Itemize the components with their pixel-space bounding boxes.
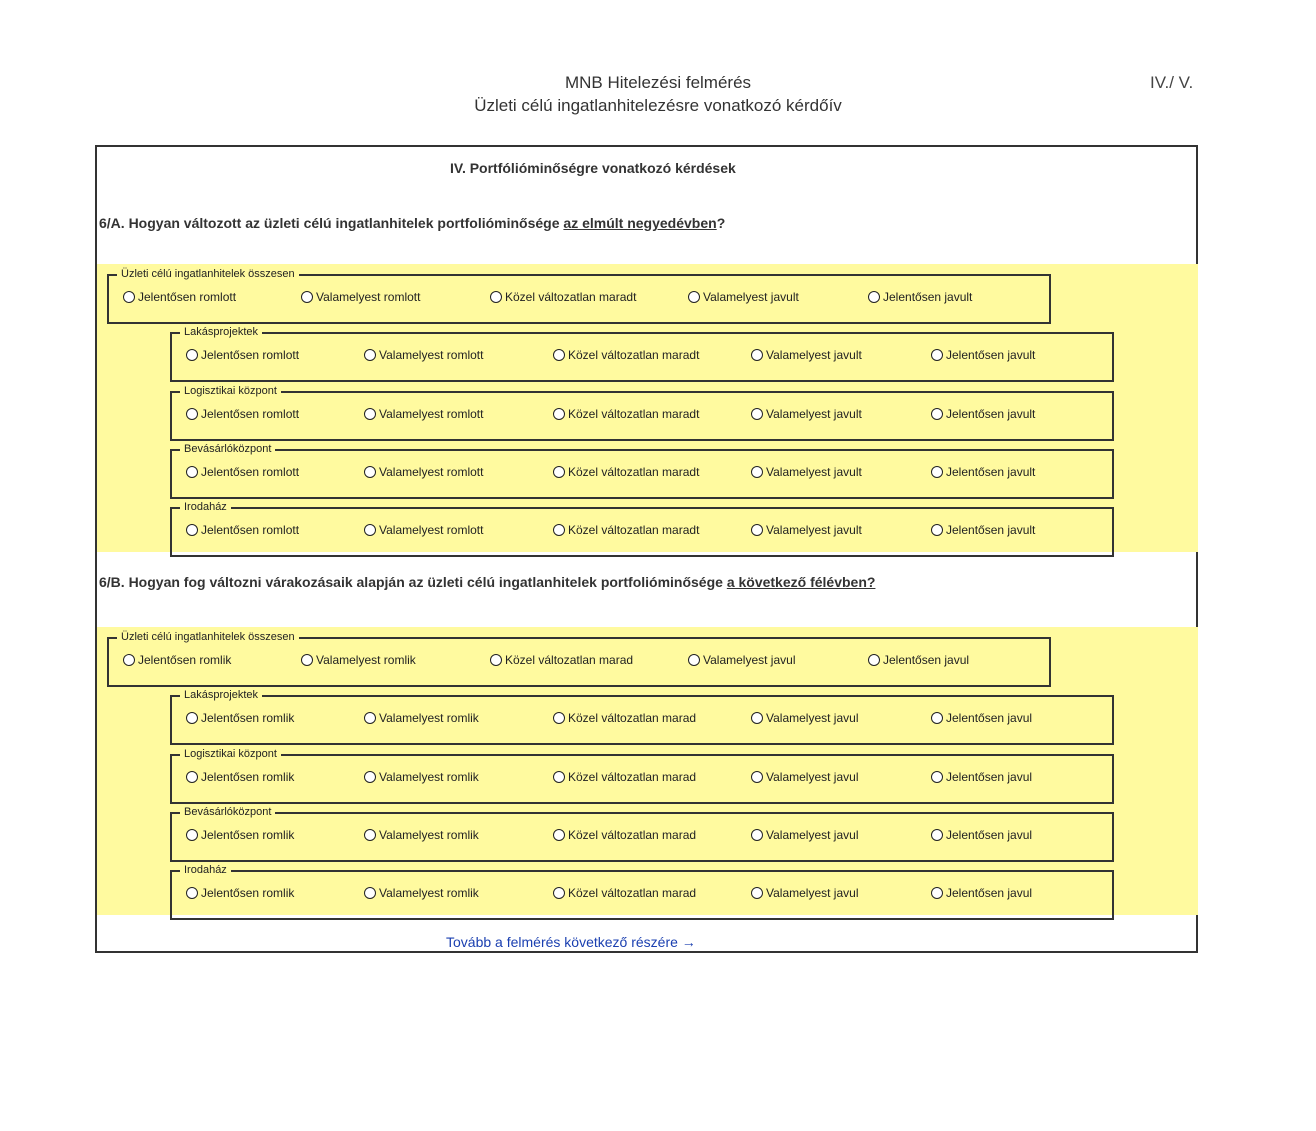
question-6b-period: a következő félévben? <box>726 574 876 590</box>
radio-icon[interactable] <box>553 466 565 478</box>
question-6b-text: 6/B. Hogyan fog változni várakozásaik alapján az üzleti célú ingatlanhitelek portfolióminősége <box>99 574 727 590</box>
radio-icon[interactable] <box>123 291 135 303</box>
option-significant-worsen[interactable]: Jelentősen romlott <box>186 523 299 537</box>
option-slight-worsen[interactable]: Valamelyest romlik <box>364 711 479 725</box>
option-unchanged[interactable]: Közel változatlan maradt <box>553 348 699 362</box>
radio-icon[interactable] <box>931 524 943 536</box>
group-6b-shopping <box>170 806 1114 862</box>
option-significant-improve[interactable]: Jelentősen javult <box>868 290 972 304</box>
page-indicator: IV./ V. <box>1150 73 1194 92</box>
group-title: Irodaház <box>180 863 231 877</box>
question-6b <box>99 574 875 590</box>
option-significant-improve[interactable]: Jelentősen javul <box>868 653 969 667</box>
radio-icon[interactable] <box>186 524 198 536</box>
radio-icon[interactable] <box>751 408 763 420</box>
radio-icon[interactable] <box>364 887 376 899</box>
option-significant-worsen[interactable]: Jelentősen romlott <box>186 407 299 421</box>
option-slight-worsen[interactable]: Valamelyest romlik <box>364 886 479 900</box>
option-slight-worsen[interactable]: Valamelyest romlott <box>364 348 483 362</box>
group-6b-housing <box>170 689 1114 745</box>
radio-icon[interactable] <box>364 466 376 478</box>
group-title: Üzleti célú ingatlanhitelek összesen <box>117 267 299 281</box>
radio-icon[interactable] <box>553 349 565 361</box>
radio-icon[interactable] <box>751 887 763 899</box>
option-slight-improve[interactable]: Valamelyest javul <box>751 828 858 842</box>
group-title: Lakásprojektek <box>180 325 262 339</box>
option-significant-worsen[interactable]: Jelentősen romlik <box>123 653 231 667</box>
option-unchanged[interactable]: Közel változatlan marad <box>490 653 633 667</box>
survey-header <box>0 71 1316 117</box>
radio-icon[interactable] <box>186 771 198 783</box>
radio-icon[interactable] <box>751 466 763 478</box>
question-6a-suffix: ? <box>716 215 726 231</box>
survey-subtitle: Üzleti célú ingatlanhitelezésre vonatkozó kérdőív <box>474 96 842 115</box>
radio-icon[interactable] <box>931 712 943 724</box>
option-significant-worsen[interactable]: Jelentősen romlik <box>186 828 294 842</box>
radio-icon[interactable] <box>186 712 198 724</box>
group-6a-housing <box>170 326 1114 382</box>
radio-icon[interactable] <box>931 349 943 361</box>
radio-icon[interactable] <box>751 712 763 724</box>
option-slight-worsen[interactable]: Valamelyest romlott <box>364 523 483 537</box>
option-significant-improve[interactable]: Jelentősen javult <box>931 465 1035 479</box>
group-6a-shopping <box>170 443 1114 499</box>
question-6a-period: az elmúlt negyedévben <box>563 215 717 231</box>
option-significant-worsen[interactable]: Jelentősen romlik <box>186 711 294 725</box>
radio-icon[interactable] <box>301 291 313 303</box>
option-significant-worsen[interactable]: Jelentősen romlott <box>186 465 299 479</box>
radio-icon[interactable] <box>868 654 880 666</box>
radio-icon[interactable] <box>364 712 376 724</box>
option-significant-improve[interactable]: Jelentősen javult <box>931 523 1035 537</box>
radio-icon[interactable] <box>186 408 198 420</box>
radio-icon[interactable] <box>931 829 943 841</box>
radio-icon[interactable] <box>364 771 376 783</box>
option-slight-worsen[interactable]: Valamelyest romlott <box>301 290 420 304</box>
radio-icon[interactable] <box>186 829 198 841</box>
option-significant-improve[interactable]: Jelentősen javul <box>931 711 1032 725</box>
radio-icon[interactable] <box>553 524 565 536</box>
group-6a-total <box>107 268 1051 324</box>
option-slight-improve[interactable]: Valamelyest javul <box>751 770 858 784</box>
option-significant-improve[interactable]: Jelentősen javult <box>931 407 1035 421</box>
option-slight-improve[interactable]: Valamelyest javult <box>751 465 862 479</box>
radio-icon[interactable] <box>364 349 376 361</box>
radio-icon[interactable] <box>931 771 943 783</box>
question-6a <box>99 215 725 231</box>
group-title: Logisztikai központ <box>180 384 281 398</box>
radio-icon[interactable] <box>751 829 763 841</box>
radio-icon[interactable] <box>553 829 565 841</box>
option-slight-improve[interactable]: Valamelyest javul <box>751 886 858 900</box>
radio-icon[interactable] <box>301 654 313 666</box>
group-6b-logistics <box>170 748 1114 804</box>
option-slight-improve[interactable]: Valamelyest javult <box>751 407 862 421</box>
radio-icon[interactable] <box>186 466 198 478</box>
option-unchanged[interactable]: Közel változatlan marad <box>553 711 696 725</box>
radio-icon[interactable] <box>553 712 565 724</box>
question-6a-text: 6/A. Hogyan változott az üzleti célú ingatlanhitelek portfolióminősége <box>99 215 564 231</box>
group-6b-total <box>107 631 1051 687</box>
next-section-link[interactable]: Tovább a felmérés következő részére → <box>446 934 696 950</box>
option-slight-worsen[interactable]: Valamelyest romlik <box>364 828 479 842</box>
option-significant-improve[interactable]: Jelentősen javul <box>931 828 1032 842</box>
radio-icon[interactable] <box>553 408 565 420</box>
option-significant-improve[interactable]: Jelentősen javul <box>931 886 1032 900</box>
radio-icon[interactable] <box>364 829 376 841</box>
radio-icon[interactable] <box>490 654 502 666</box>
radio-icon[interactable] <box>931 466 943 478</box>
option-unchanged[interactable]: Közel változatlan marad <box>553 828 696 842</box>
radio-icon[interactable] <box>751 524 763 536</box>
radio-icon[interactable] <box>751 349 763 361</box>
option-slight-worsen[interactable]: Valamelyest romlik <box>364 770 479 784</box>
group-6a-office <box>170 501 1114 557</box>
radio-icon[interactable] <box>364 408 376 420</box>
group-title: Lakásprojektek <box>180 688 262 702</box>
option-unchanged[interactable]: Közel változatlan maradt <box>553 523 699 537</box>
option-slight-worsen[interactable]: Valamelyest romlik <box>301 653 416 667</box>
group-title: Bevásárlóközpont <box>180 805 275 819</box>
radio-icon[interactable] <box>186 887 198 899</box>
group-6b-office <box>170 864 1114 920</box>
radio-icon[interactable] <box>931 408 943 420</box>
radio-icon[interactable] <box>688 291 700 303</box>
option-significant-worsen[interactable]: Jelentősen romlott <box>186 348 299 362</box>
radio-icon[interactable] <box>553 771 565 783</box>
option-significant-worsen[interactable]: Jelentősen romlik <box>186 770 294 784</box>
option-significant-improve[interactable]: Jelentősen javult <box>931 348 1035 362</box>
option-slight-improve[interactable]: Valamelyest javul <box>751 711 858 725</box>
group-title: Bevásárlóközpont <box>180 442 275 456</box>
option-slight-improve[interactable]: Valamelyest javult <box>688 290 799 304</box>
group-title: Logisztikai központ <box>180 747 281 761</box>
section-title: IV. Portfólióminőségre vonatkozó kérdések <box>450 160 736 176</box>
option-significant-worsen[interactable]: Jelentősen romlik <box>186 886 294 900</box>
option-significant-improve[interactable]: Jelentősen javul <box>931 770 1032 784</box>
radio-icon[interactable] <box>553 887 565 899</box>
group-title: Üzleti célú ingatlanhitelek összesen <box>117 630 299 644</box>
option-unchanged[interactable]: Közel változatlan maradt <box>553 407 699 421</box>
option-slight-improve[interactable]: Valamelyest javul <box>688 653 795 667</box>
survey-title: MNB Hitelezési felmérés <box>564 73 752 92</box>
radio-icon[interactable] <box>868 291 880 303</box>
radio-icon[interactable] <box>931 887 943 899</box>
option-slight-worsen[interactable]: Valamelyest romlott <box>364 407 483 421</box>
option-unchanged[interactable]: Közel változatlan maradt <box>553 465 699 479</box>
radio-icon[interactable] <box>688 654 700 666</box>
option-significant-worsen[interactable]: Jelentősen romlott <box>123 290 236 304</box>
radio-icon[interactable] <box>364 524 376 536</box>
radio-icon[interactable] <box>186 349 198 361</box>
option-slight-improve[interactable]: Valamelyest javult <box>751 348 862 362</box>
option-slight-worsen[interactable]: Valamelyest romlott <box>364 465 483 479</box>
option-unchanged[interactable]: Közel változatlan marad <box>553 770 696 784</box>
radio-icon[interactable] <box>123 654 135 666</box>
group-title: Irodaház <box>180 500 231 514</box>
option-unchanged[interactable]: Közel változatlan marad <box>553 886 696 900</box>
option-slight-improve[interactable]: Valamelyest javult <box>751 523 862 537</box>
option-unchanged[interactable]: Közel változatlan maradt <box>490 290 636 304</box>
radio-icon[interactable] <box>490 291 502 303</box>
radio-icon[interactable] <box>751 771 763 783</box>
group-6a-logistics <box>170 385 1114 441</box>
